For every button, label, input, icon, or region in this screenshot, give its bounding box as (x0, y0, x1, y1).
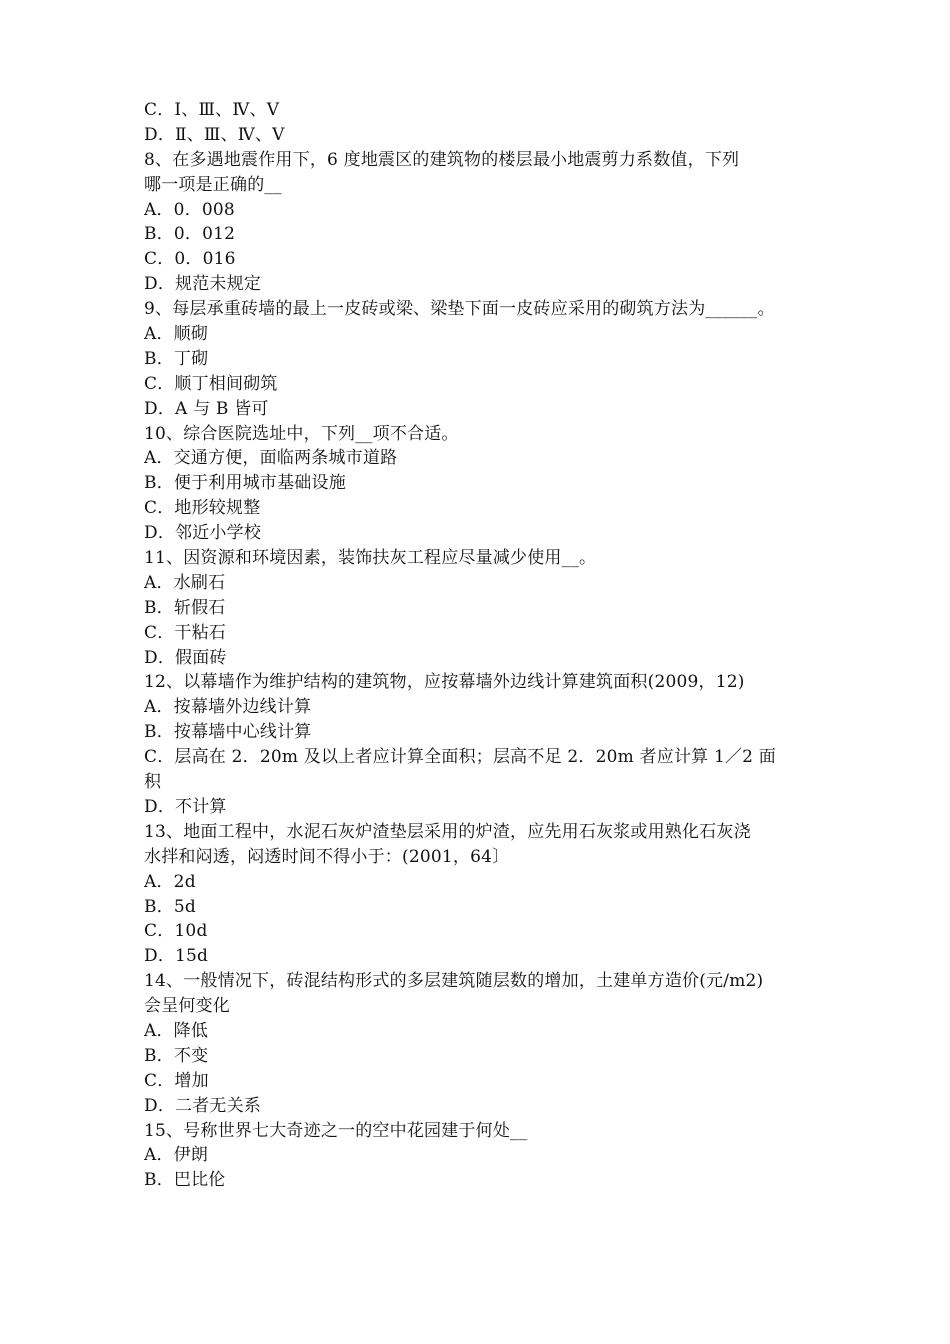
option-line: C．Ⅰ、Ⅲ、Ⅳ、Ⅴ (144, 100, 280, 120)
question-line: 11、因资源和环境因素，装饰扶灰工程应尽量减少使用__。 (144, 548, 597, 569)
option-line: B．便于利用城市基础设施 (144, 473, 346, 494)
option-line: B．5d (144, 896, 196, 917)
option-line: B．不变 (144, 1045, 209, 1066)
option-line: B．0．012 (144, 224, 236, 245)
option-line: B．丁砌 (144, 348, 209, 369)
option-line: B．巴比伦 (144, 1170, 226, 1191)
question-line: 会呈何变化 (144, 996, 230, 1017)
question-line: 8、在多遇地震作用下，6 度地震区的建筑物的楼层最小地震剪力系数值，下列 (144, 149, 740, 170)
question-line: 13、地面工程中，水泥石灰炉渣垫层采用的炉渣，应先用石灰浆或用熟化石灰浇 (144, 821, 751, 842)
question-line: 9、每层承重砖墙的最上一皮砖或梁、梁垫下面一皮砖应采用的砌筑方法为______。 (144, 299, 775, 320)
option-line: C．层高在 2．20m 及以上者应计算全面积；层高不足 2．20m 者应计算 1／2 面 (144, 747, 776, 768)
option-line: A．降低 (144, 1020, 209, 1041)
option-line: A．2d (144, 871, 196, 892)
option-line: D．邻近小学校 (144, 523, 262, 544)
option-line: D．规范未规定 (144, 274, 262, 295)
option-line: C．0．016 (144, 249, 236, 270)
question-line: 10、综合医院选址中，下列__项不合适。 (144, 423, 459, 444)
option-line: C．10d (144, 921, 208, 942)
option-line: D．二者无关系 (144, 1095, 262, 1116)
option-line: B．按幕墙中心线计算 (144, 722, 312, 743)
option-line: D．不计算 (144, 796, 227, 817)
option-line: A．按幕墙外边线计算 (144, 697, 312, 718)
option-line: D．Ⅱ、Ⅲ、Ⅳ、Ⅴ (144, 124, 285, 145)
question-line: 14、一般情况下，砖混结构形式的多层建筑随层数的增加，土建单方造价(元/m2) (144, 971, 764, 992)
question-line: 水拌和闷透，闷透时间不得小于：(2001，64〕 (144, 846, 510, 867)
option-line: D．A 与 B 皆可 (144, 398, 269, 419)
option-line: 积 (144, 772, 162, 793)
question-line: 12、以幕墙作为维护结构的建筑物，应按幕墙外边线计算建筑面积(2009，12) (144, 672, 745, 693)
option-line: C．顺丁相间砌筑 (144, 373, 278, 394)
option-line: B．斩假石 (144, 597, 226, 618)
question-line: 哪一项是正确的__ (144, 174, 282, 195)
option-line: C．地形较规整 (144, 498, 261, 519)
option-line: D．15d (144, 946, 209, 967)
option-line: A．0．008 (144, 199, 235, 220)
option-line: C．干粘石 (144, 622, 227, 643)
option-line: A．交通方便，面临两条城市道路 (144, 448, 398, 469)
document-page (144, 98, 824, 1193)
option-line: A．顺砌 (144, 324, 209, 345)
option-line: A．水刷石 (144, 572, 226, 593)
option-line: D．假面砖 (144, 647, 227, 668)
question-line: 15、号称世界七大奇迹之一的空中花园建于何处__ (144, 1120, 528, 1141)
option-line: A．伊朗 (144, 1145, 209, 1166)
option-line: C．增加 (144, 1070, 209, 1091)
